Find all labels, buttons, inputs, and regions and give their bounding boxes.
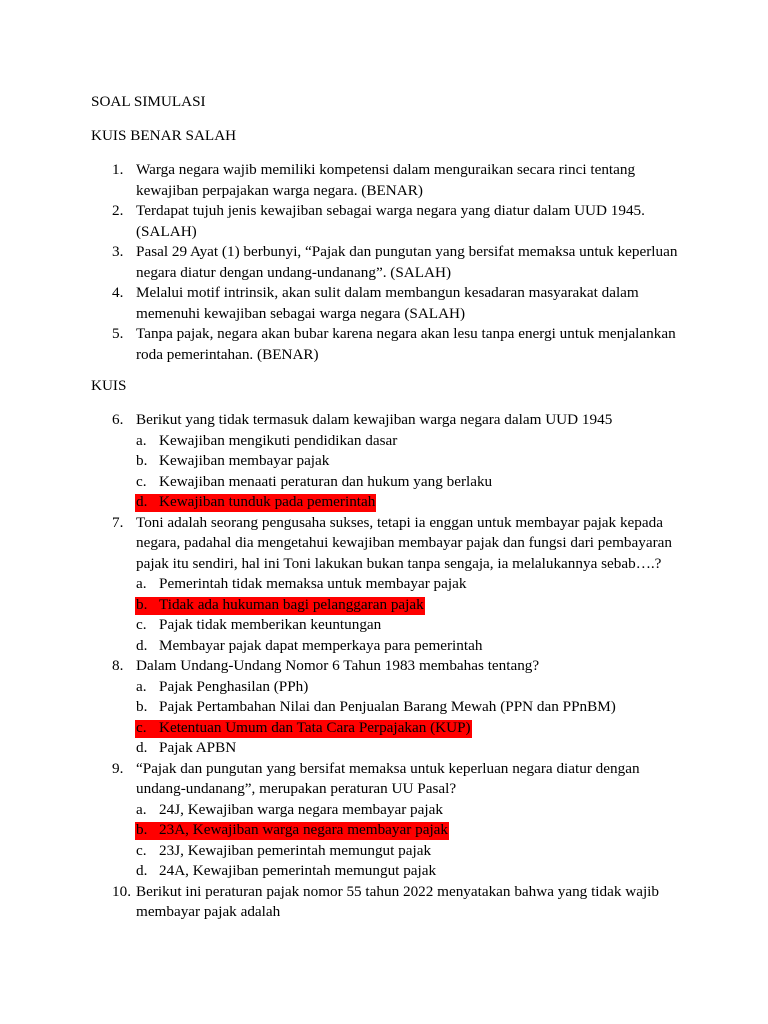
- quiz-question-text: [136, 656, 696, 677]
- option-letter: c.: [136, 472, 147, 490]
- true-false-item-text-line: negara diatur dengan undang-undanang”. (SALAH): [136, 263, 452, 281]
- option-letter: d.: [136, 739, 148, 756]
- quiz-question-text-line: Toni adalah seorang pengusaha sukses, tetapi ia enggan untuk membayar pajak kepada: [136, 513, 663, 531]
- true-false-item-text-line: kewajiban perpajakan warga negara. (BENAR): [136, 181, 423, 199]
- true-false-item-number: 2.: [112, 202, 124, 219]
- option-text-correct: Tidak ada hukuman bagi pelanggaran pajak: [159, 595, 424, 613]
- quiz-question-number: 7.: [112, 513, 124, 531]
- option-text-correct: Kewajiban tunduk pada pemerintah: [159, 493, 376, 510]
- option-text: 24A, Kewajiban pemerintah memungut pajak: [159, 862, 437, 879]
- option-letter: c.: [136, 841, 147, 859]
- true-false-item-text-line: Warga negara wajib memiliki kompetensi dalam menguraikan secara rinci tentang: [136, 161, 636, 178]
- option-letter: d.: [136, 493, 148, 510]
- option-letter: a.: [136, 575, 147, 592]
- option-text: Pemerintah tidak memaksa untuk membayar pajak: [159, 575, 467, 592]
- quiz-question-text-line: negara, padahal dia mengetahui kewajiban membayar pajak dan fungsi dari pembayaran: [136, 534, 672, 551]
- option-text: 24J, Kewajiban warga negara membayar pajak: [159, 800, 443, 818]
- option-text-correct: Ketentuan Umum dan Tata Cara Perpajakan (KUP): [159, 718, 471, 736]
- true-false-item-text: [136, 324, 696, 365]
- option-text: Kewajiban membayar pajak: [159, 452, 330, 469]
- section-title-true-false: KUIS BENAR SALAH: [91, 127, 237, 144]
- quiz-question-text-line: “Pajak dan pungutan yang bersifat memaksa untuk keperluan negara diatur dengan: [136, 759, 640, 777]
- option-letter: a.: [136, 677, 147, 695]
- option-letter: a.: [136, 800, 147, 818]
- option-text: 23J, Kewajiban pemerintah memungut pajak: [159, 841, 432, 859]
- true-false-item-text: [136, 201, 696, 242]
- document-title: SOAL SIMULASI: [91, 93, 206, 110]
- true-false-item-text: [136, 160, 696, 201]
- quiz-question-text-line: Berikut ini peraturan pajak nomor 55 tahun 2022 menyatakan bahwa yang tidak wajib: [136, 882, 659, 900]
- quiz-question-number: 10.: [112, 882, 131, 900]
- true-false-item-text-line: Pasal 29 Ayat (1) berbunyi, “Pajak dan pungutan yang bersifat memaksa untuk keperluan: [136, 243, 678, 260]
- quiz-question-text: [136, 759, 696, 800]
- option-letter: b.: [136, 821, 148, 838]
- true-false-item-text-line: roda pemerintahan. (BENAR): [136, 345, 319, 363]
- true-false-item-number: 1.: [112, 161, 124, 178]
- quiz-question-text-line: Dalam Undang-Undang Nomor 6 Tahun 1983 membahas tentang?: [136, 657, 540, 674]
- quiz-question-text-line: membayar pajak adalah: [136, 903, 281, 920]
- true-false-item-text-line: Melalui motif intrinsik, akan sulit dalam membangun kesadaran masyarakat dalam: [136, 284, 639, 301]
- true-false-item-text: [136, 242, 696, 283]
- option-letter: d.: [136, 636, 148, 654]
- option-letter: b.: [136, 595, 148, 613]
- quiz-question-text-line: undang-undanang”, merupakan peraturan UU Pasal?: [136, 780, 457, 797]
- option-letter: a.: [136, 431, 147, 449]
- option-text: Membayar pajak dapat memperkaya para pemerintah: [159, 636, 483, 654]
- quiz-question-text-line: Berikut yang tidak termasuk dalam kewajiban warga negara dalam UUD 1945: [136, 411, 613, 428]
- true-false-item-text-line: (SALAH): [136, 222, 197, 240]
- true-false-item-text-line: Tanpa pajak, negara akan bubar karena negara akan lesu tanpa energi untuk menjalankan: [136, 325, 676, 342]
- quiz-question-text-line: pajak itu sendiri, hal ini Toni lakukan bukan tanpa sengaja, ia melalukannya sebab….?: [136, 554, 662, 572]
- quiz-question-number: 9.: [112, 759, 124, 777]
- option-letter: b.: [136, 452, 148, 469]
- option-text: Kewajiban menaati peraturan dan hukum yang berlaku: [159, 472, 493, 490]
- quiz-question-text: [136, 882, 696, 923]
- true-false-item-text: [136, 283, 696, 324]
- option-text: Pajak Pertambahan Nilai dan Penjualan Barang Mewah (PPN dan PPnBM): [159, 698, 616, 715]
- section-title-quiz: KUIS: [91, 377, 127, 394]
- true-false-item-text-line: Terdapat tujuh jenis kewajiban sebagai warga negara yang diatur dalam UUD 1945.: [136, 202, 645, 219]
- quiz-question-text: [136, 513, 696, 575]
- quiz-question-number: 6.: [112, 411, 124, 428]
- true-false-item-text-line: memenuhi kewajiban sebagai warga negara (SALAH): [136, 304, 466, 322]
- option-letter: d.: [136, 862, 148, 879]
- option-letter: c.: [136, 616, 147, 633]
- true-false-item-number: 4.: [112, 284, 124, 301]
- option-text: Pajak tidak memberikan keuntungan: [159, 616, 382, 633]
- option-text: Pajak APBN: [159, 739, 237, 756]
- option-text-correct: 23A, Kewajiban warga negara membayar pajak: [159, 821, 448, 838]
- option-letter: c.: [136, 718, 147, 736]
- true-false-item-number: 3.: [112, 243, 124, 260]
- quiz-question-number: 8.: [112, 657, 124, 674]
- quiz-question-text: [136, 410, 696, 431]
- option-text: Pajak Penghasilan (PPh): [159, 677, 309, 695]
- true-false-item-number: 5.: [112, 325, 124, 342]
- option-text: Kewajiban mengikuti pendidikan dasar: [159, 431, 398, 449]
- option-letter: b.: [136, 698, 148, 715]
